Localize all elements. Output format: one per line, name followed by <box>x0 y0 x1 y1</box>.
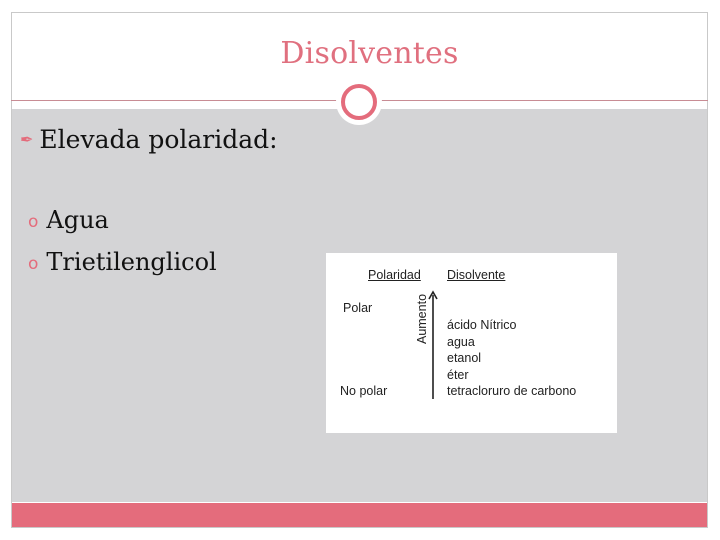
solvent-item: tetracloruro de carbono <box>447 384 577 398</box>
hollow-circle-icon: o <box>28 254 39 274</box>
axis-label: Aumento <box>415 293 429 345</box>
section-heading <box>20 125 278 154</box>
list-item <box>28 242 217 284</box>
slide-title: Disolventes <box>280 36 459 71</box>
list-item-text: Trietilenglicol <box>46 248 217 276</box>
up-arrow-icon <box>427 289 439 401</box>
nonpolar-label: No polar <box>340 384 388 398</box>
list-item-text: Agua <box>46 206 109 234</box>
header-polarity: Polaridad <box>368 268 421 282</box>
list-item <box>28 200 217 242</box>
pen-nib-icon: ✒ <box>20 130 34 149</box>
footer-bar <box>12 503 707 527</box>
polar-label: Polar <box>343 301 373 315</box>
solvent-item: éter <box>447 367 469 382</box>
solvent-list <box>28 200 217 284</box>
solvent-item: agua <box>447 334 475 349</box>
ring-ornament-icon <box>341 84 377 120</box>
section-heading-text: Elevada polaridad: <box>39 125 278 154</box>
solvent-item: ácido Nítrico <box>447 318 517 332</box>
solvent-item: etanol <box>447 351 482 365</box>
header-solvent: Disolvente <box>447 268 506 282</box>
hollow-circle-icon: o <box>28 212 39 232</box>
solvent-column <box>447 317 576 400</box>
polarity-figure <box>326 253 617 433</box>
